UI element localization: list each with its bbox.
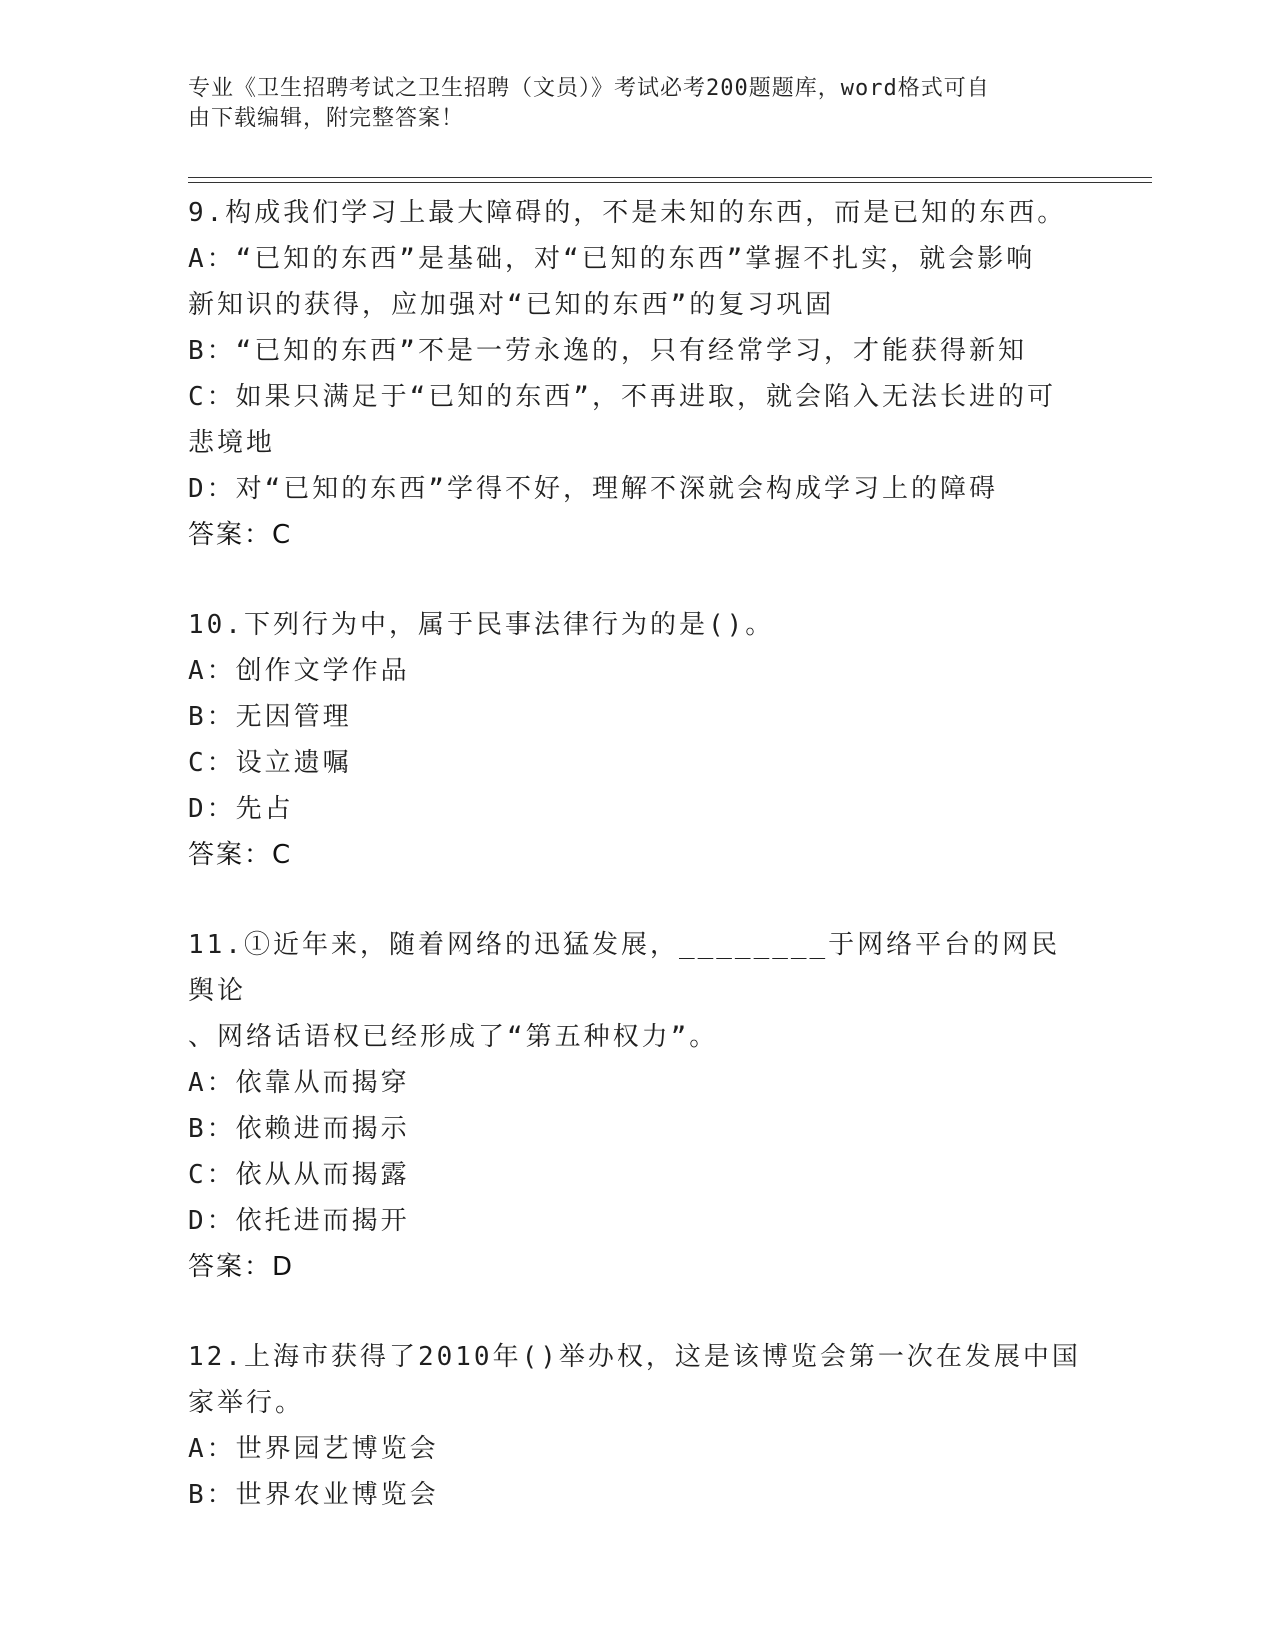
answer-option-line: B：无因管理 — [188, 702, 352, 732]
question-block — [188, 602, 1088, 878]
question-stem-line: 11.①近年来，随着网络的迅猛发展，________于网络平台的网民舆论 — [188, 930, 1061, 1006]
answer-option-line: A：依靠从而揭穿 — [188, 1068, 410, 1098]
answer-option-line: 悲境地 — [188, 428, 276, 458]
document-header — [188, 74, 1088, 134]
header-divider-bottom — [188, 182, 1152, 183]
question-stem-line: 、网络话语权已经形成了“第五种权力”。 — [188, 1022, 719, 1052]
answer-option-line: C：设立遗嘱 — [188, 748, 352, 778]
question-block — [188, 190, 1088, 558]
header-divider-top — [188, 177, 1152, 178]
answer-option-line: A：创作文学作品 — [188, 656, 410, 686]
answer-key: 答案：C — [188, 520, 293, 550]
answer-option-line: D：依托进而揭开 — [188, 1206, 410, 1236]
question-block — [188, 922, 1088, 1290]
question-list — [188, 190, 1088, 1562]
header-line-2: 由下载编辑，附完整答案！ — [188, 106, 465, 131]
answer-option-line: A：“已知的东西”是基础，对“已知的东西”掌握不扎实，就会影响 — [188, 244, 1036, 274]
question-stem-line: 9.构成我们学习上最大障碍的，不是未知的东西，而是已知的东西。 — [188, 198, 1067, 228]
answer-option-line: C：如果只满足于“已知的东西”，不再进取，就会陷入无法长进的可 — [188, 382, 1056, 412]
question-block — [188, 1334, 1088, 1518]
answer-option-line: D：对“已知的东西”学得不好，理解不深就会构成学习上的障碍 — [188, 474, 998, 504]
answer-option-line: C：依从从而揭露 — [188, 1160, 410, 1190]
question-stem-line: 12.上海市获得了2010年()举办权，这是该博览会第一次在发展中国 — [188, 1342, 1081, 1372]
answer-option-line: D：先占 — [188, 794, 294, 824]
answer-option-line: 新知识的获得，应加强对“已知的东西”的复习巩固 — [188, 290, 835, 320]
answer-option-line: B：“已知的东西”不是一劳永逸的，只有经常学习，才能获得新知 — [188, 336, 1027, 366]
question-stem-line: 家举行。 — [188, 1388, 305, 1418]
answer-option-line: A：世界园艺博览会 — [188, 1434, 439, 1464]
answer-key: 答案：C — [188, 840, 293, 870]
answer-key: 答案：D — [188, 1252, 295, 1282]
answer-option-line: B：依赖进而揭示 — [188, 1114, 410, 1144]
answer-option-line: B：世界农业博览会 — [188, 1480, 439, 1510]
header-line-1: 专业《卫生招聘考试之卫生招聘（文员）》考试必考200题题库，word格式可自 — [188, 76, 990, 101]
question-stem-line: 10.下列行为中，属于民事法律行为的是()。 — [188, 610, 775, 640]
